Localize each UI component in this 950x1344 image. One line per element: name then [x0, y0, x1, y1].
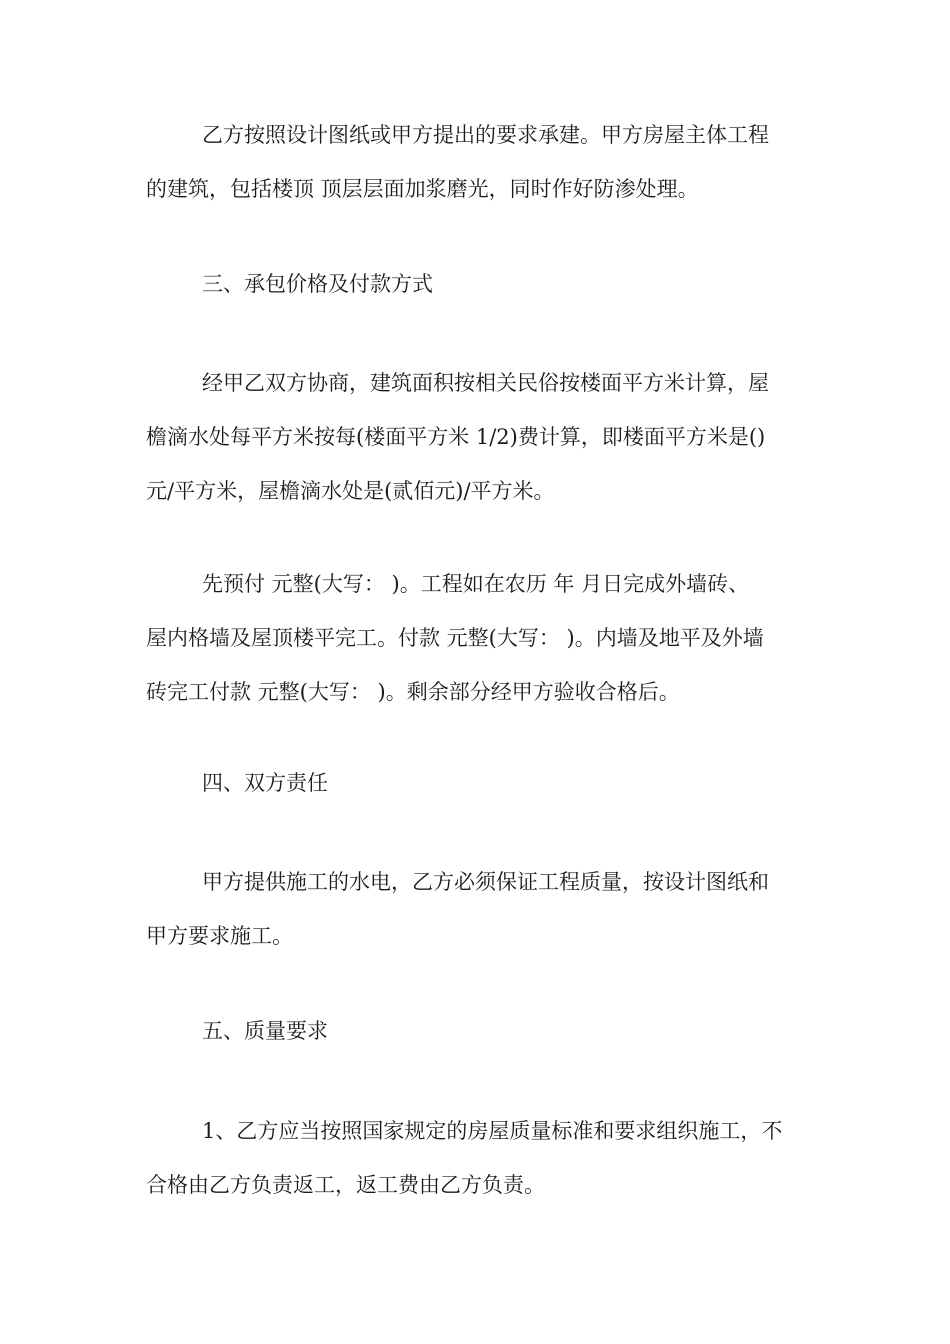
- section-heading-price-payment: [146, 257, 814, 311]
- paragraph-construction-scope: [146, 108, 814, 216]
- paragraph-line: 甲方提供施工的水电，乙方必须保证工程质量，按设计图纸和: [202, 870, 769, 894]
- paragraph-line: 先预付 元整(大写： )。工程如在农历 年 月日完成外墙砖、: [202, 572, 750, 596]
- paragraph-responsibilities: [146, 855, 814, 963]
- section-heading-responsibilities: [146, 756, 814, 810]
- paragraph-line: 的建筑，包括楼顶 顶层层面加浆磨光，同时作好防渗处理。: [146, 177, 699, 201]
- section-heading: 五、质量要求: [202, 1019, 328, 1043]
- section-heading-quality: [146, 1004, 814, 1058]
- paragraph-quality-standard: [146, 1104, 814, 1212]
- paragraph-line: 乙方按照设计图纸或甲方提出的要求承建。甲方房屋主体工程: [202, 123, 769, 147]
- paragraph-price-calculation: [146, 356, 814, 518]
- paragraph-line: 屋内格墙及屋顶楼平完工。付款 元整(大写： )。内墙及地平及外墙: [146, 626, 764, 650]
- paragraph-line: 元/平方米，屋檐滴水处是(贰佰元)/平方米。: [146, 479, 555, 503]
- paragraph-line: 檐滴水处每平方米按每(楼面平方米 1/2)费计算，即楼面平方米是(): [146, 425, 766, 449]
- paragraph-payment-schedule: [146, 557, 814, 719]
- section-heading: 四、双方责任: [202, 771, 328, 795]
- section-heading: 三、承包价格及付款方式: [202, 272, 433, 296]
- paragraph-line: 甲方要求施工。: [146, 924, 293, 948]
- paragraph-line: 砖完工付款 元整(大写： )。剩余部分经甲方验收合格后。: [146, 680, 680, 704]
- paragraph-line: 合格由乙方负责返工，返工费由乙方负责。: [146, 1173, 545, 1197]
- paragraph-line: 1、乙方应当按照国家规定的房屋质量标准和要求组织施工，不: [202, 1119, 783, 1143]
- paragraph-line: 经甲乙双方协商，建筑面积按相关民俗按楼面平方米计算，屋: [202, 371, 769, 395]
